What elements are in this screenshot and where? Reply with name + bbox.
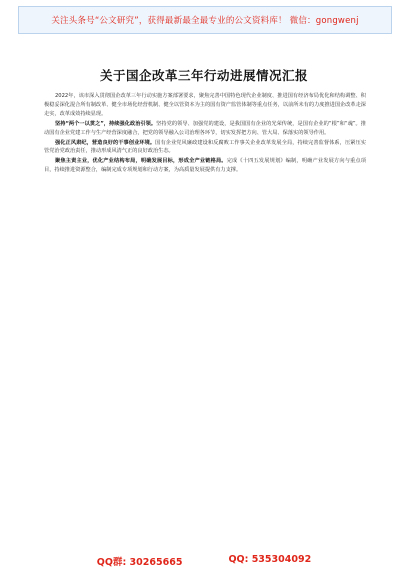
paragraph-industry-layout xyxy=(44,157,366,175)
qq-label: QQ: 535304092 xyxy=(228,554,312,565)
document-title: 关于国企改革三年行动进展情况汇报 xyxy=(99,68,308,83)
paragraph-text: 坚持党的领导、加强党的建设，是我国国有企业的光荣传统，是国有企业的“根”和“魂”。推动国有企业党建工作与生产经营深度融合，把党的领导融入公司治理各环节，切实发挥把方向、管大局、保落实的领导作用。 xyxy=(44,120,366,136)
promo-banner-text: 关注头条号“公文研究”，获得最新最全最专业的公文资料库！ 微信：gongwenj xyxy=(51,16,359,26)
paragraph-text: 国有企业党风廉政建设和反腐败工作事关企业改革发展全局，持续完善监督体系，压紧压实管党治党政治责任，推动形成风清气正的良好政治生态。 xyxy=(44,139,366,155)
document-body xyxy=(44,92,366,175)
paragraph-lead: 聚焦主责主业，优化产业结构布局，明确发展目标，形成全产业链格局。 xyxy=(55,158,227,165)
qq-group-label: QQ群: 30265665 xyxy=(96,557,183,568)
contact-footer xyxy=(0,554,408,568)
paragraph-lead: 坚持“两个一以贯之”，持续强化政治引领。 xyxy=(55,120,157,127)
paragraph-text: 完成《十四五发展规划》编制，明确产业发展方向与重点项目，持续推进资源整合，编制完成专项规划和行动方案，为高质量发展提供有力支撑。 xyxy=(44,158,366,174)
paragraph-lead: 强化正风肃纪，营造良好的干事创业环境。 xyxy=(55,139,156,146)
promo-banner xyxy=(18,6,392,34)
paragraph-intro xyxy=(44,92,366,119)
paragraph-discipline xyxy=(44,139,366,157)
paragraph-political-leadership xyxy=(44,120,366,138)
paragraph-text: 2022年，该市深入贯彻国企改革三年行动实施方案部署要求，聚焦完善中国特色现代企业制度、推进国有经济布局优化和结构调整、积极稳妥深化混合所有制改革、健全市场化经营机制、健全以管资本为主的国有资产监管体制等重点任务，以前所未有的力度推进国企改革走深走实，改革成效持续显现。 xyxy=(44,93,366,117)
